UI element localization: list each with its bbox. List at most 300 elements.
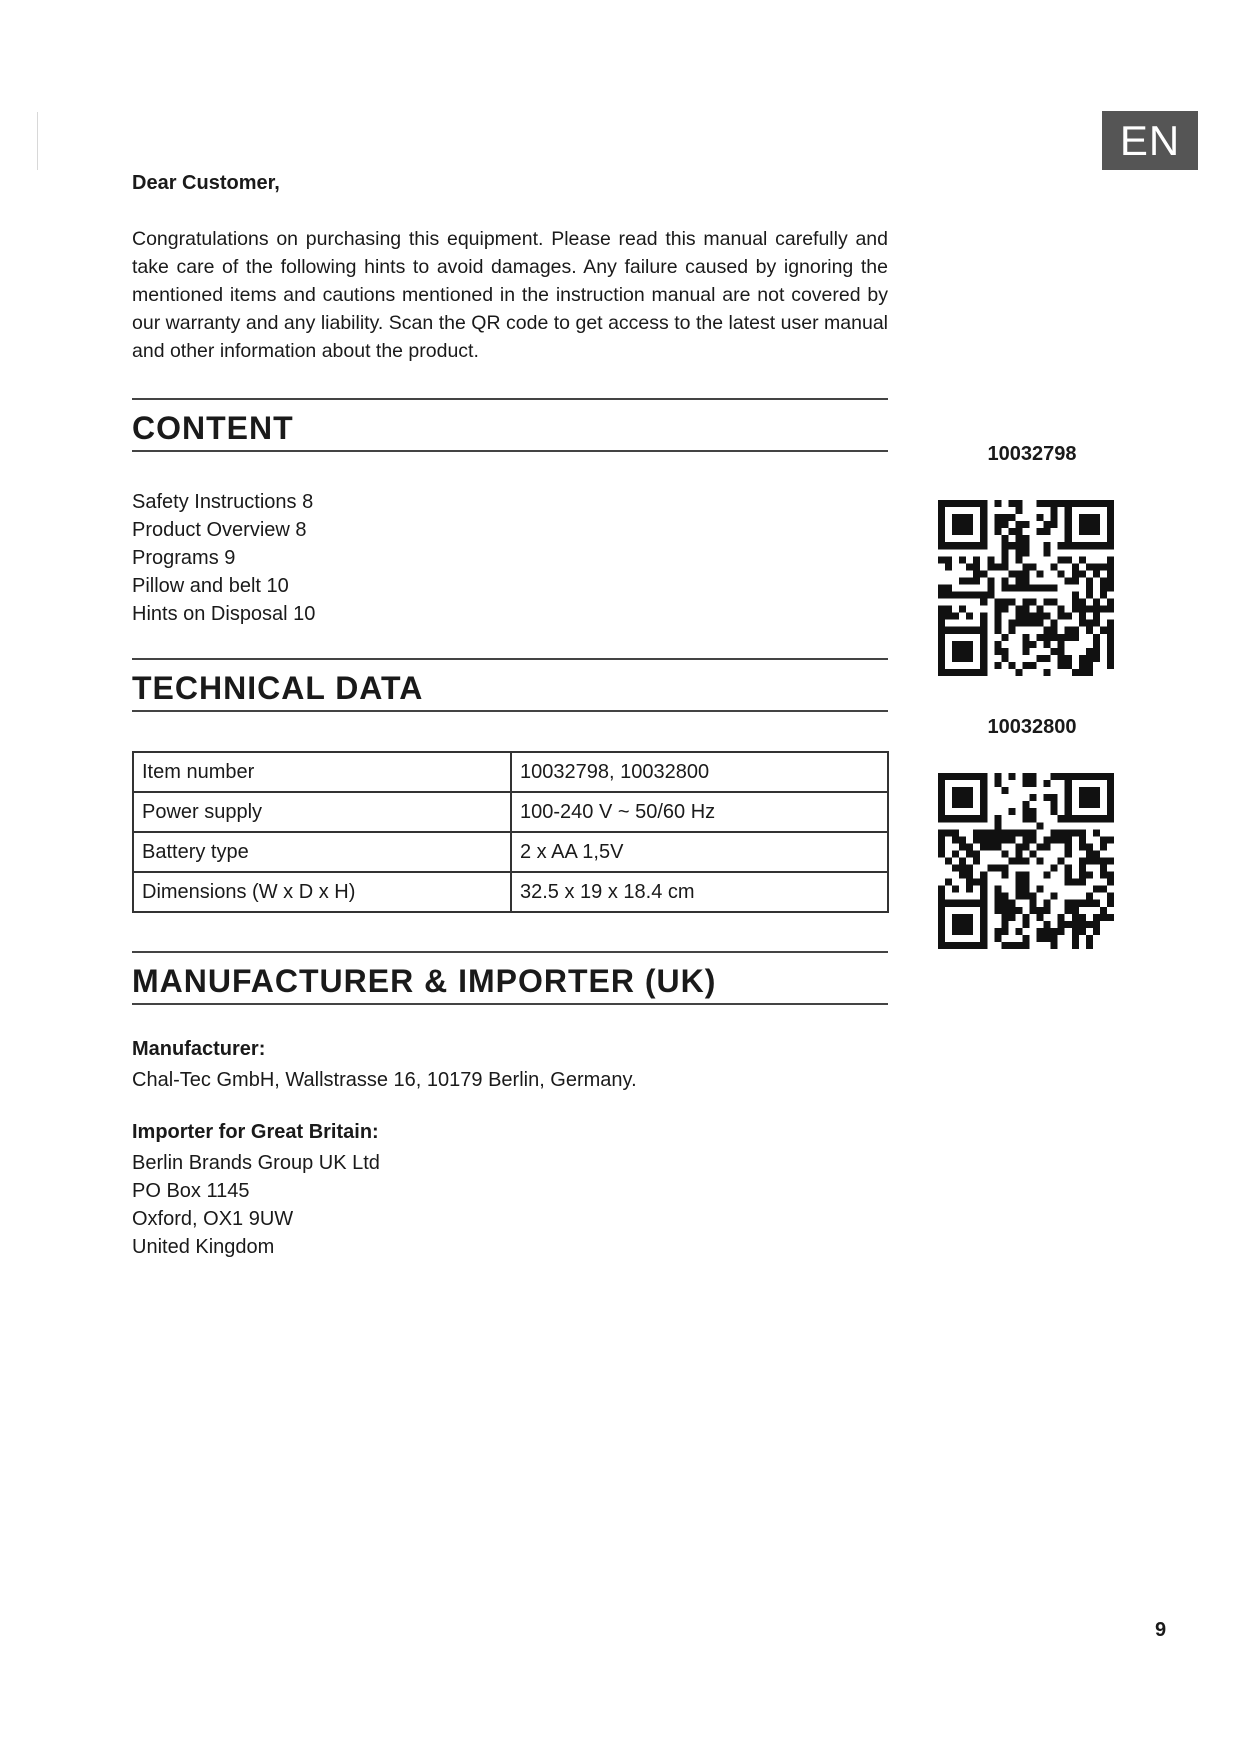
qr-module	[1008, 836, 1015, 843]
qr-module	[1051, 521, 1058, 528]
qr-module	[1093, 801, 1100, 808]
qr-module	[1107, 900, 1114, 907]
qr-module	[1086, 872, 1093, 879]
qr-module	[1008, 808, 1015, 815]
qr-module	[1037, 528, 1044, 535]
qr-module	[1072, 563, 1079, 570]
qr-module	[959, 801, 966, 808]
qr-module	[1044, 521, 1051, 528]
qr-module	[973, 857, 980, 864]
qr-module	[1022, 914, 1029, 921]
qr-module	[1015, 879, 1022, 886]
qr-module	[938, 592, 945, 599]
qr-module	[1072, 907, 1079, 914]
qr-module	[959, 528, 966, 535]
qr-module	[1072, 928, 1079, 935]
qr-module	[1015, 528, 1022, 535]
qr-module	[1058, 921, 1065, 928]
qr-module	[1001, 549, 1008, 556]
qr-module	[1037, 514, 1044, 521]
qr-module	[1086, 843, 1093, 850]
qr-module	[945, 584, 952, 591]
qr-module	[938, 780, 945, 787]
qr-module	[1015, 606, 1022, 613]
qr-module	[938, 893, 945, 900]
qr-module	[952, 900, 959, 907]
qr-module	[980, 829, 987, 836]
qr-module	[1044, 935, 1051, 942]
qr-module	[1037, 655, 1044, 662]
qr-module	[1037, 613, 1044, 620]
qr-module	[1079, 829, 1086, 836]
qr-module	[966, 627, 973, 634]
qr-module	[1030, 794, 1037, 801]
qr-module	[1086, 542, 1093, 549]
qr-module	[952, 542, 959, 549]
qr-module	[938, 928, 945, 935]
qr-module	[994, 500, 1001, 507]
qr-module	[938, 836, 945, 843]
qr-module	[994, 935, 1001, 942]
qr-module	[1079, 900, 1086, 907]
qr-module	[1051, 563, 1058, 570]
qr-module	[1051, 773, 1058, 780]
qr-module	[1086, 921, 1093, 928]
qr-module	[1001, 907, 1008, 914]
qr-module	[1065, 528, 1072, 535]
qr-module	[980, 794, 987, 801]
qr-module	[1015, 872, 1022, 879]
qr-module	[1058, 773, 1065, 780]
qr-module	[1093, 921, 1100, 928]
qr-module	[1086, 584, 1093, 591]
qr-module	[1065, 507, 1072, 514]
qr-module	[994, 886, 1001, 893]
qr-module	[945, 563, 952, 570]
qr-module	[945, 815, 952, 822]
qr-module	[1086, 521, 1093, 528]
qr-module	[1086, 935, 1093, 942]
qr-module	[1001, 655, 1008, 662]
qr-module	[980, 787, 987, 794]
table-row	[133, 872, 888, 912]
qr-module	[1030, 836, 1037, 843]
qr-module	[952, 942, 959, 949]
qr-module	[1065, 801, 1072, 808]
qr-module	[938, 843, 945, 850]
qr-module	[980, 507, 987, 514]
qr-module	[1072, 900, 1079, 907]
qr-module	[1107, 606, 1114, 613]
qr-module	[1107, 808, 1114, 815]
qr-module	[952, 928, 959, 935]
qr-module	[980, 514, 987, 521]
qr-module	[1072, 599, 1079, 606]
qr-module	[1065, 780, 1072, 787]
qr-module	[959, 794, 966, 801]
qr-module	[1001, 872, 1008, 879]
qr-module	[1022, 606, 1029, 613]
qr-module	[980, 662, 987, 669]
qr-module	[1001, 521, 1008, 528]
qr-module	[1093, 613, 1100, 620]
qr-module	[994, 865, 1001, 872]
qr-module	[959, 655, 966, 662]
qr-module	[1051, 865, 1058, 872]
qr-module	[1037, 584, 1044, 591]
qr-module	[1001, 914, 1008, 921]
qr-module	[980, 942, 987, 949]
qr-module	[1065, 815, 1072, 822]
qr-module	[1065, 865, 1072, 872]
qr-module	[1107, 528, 1114, 535]
qr-module	[1107, 872, 1114, 879]
language-badge: EN	[1102, 111, 1198, 170]
qr-module	[1058, 857, 1065, 864]
qr-module	[973, 815, 980, 822]
qr-module	[980, 648, 987, 655]
qr-module	[1015, 620, 1022, 627]
qr-module	[1044, 542, 1051, 549]
qr-module	[1100, 563, 1107, 570]
qr-module	[1044, 928, 1051, 935]
qr-module	[1100, 815, 1107, 822]
qr-module	[959, 669, 966, 676]
qr-module	[1044, 921, 1051, 928]
qr-module	[959, 773, 966, 780]
qr-module	[1015, 542, 1022, 549]
qr-module	[1022, 879, 1029, 886]
qr-module	[1051, 584, 1058, 591]
qr-module	[966, 942, 973, 949]
qr-module	[966, 843, 973, 850]
qr-module	[1022, 641, 1029, 648]
qr-module	[938, 620, 945, 627]
intro-paragraph: Congratulations on purchasing this equipment. Please read this manual carefully and take care of the following hints to avoid damages. Any failure caused by ignoring the mentioned items and cautions mentioned in the instruction manual are not covered by our warranty and any liability. Scan the QR code to get access to the latest user manual and other information about the product.	[132, 228, 888, 362]
qr-module	[1079, 914, 1086, 921]
qr-module	[938, 935, 945, 942]
qr-module	[1030, 662, 1037, 669]
qr-module	[980, 542, 987, 549]
qr-module	[1001, 921, 1008, 928]
qr-module	[966, 500, 973, 507]
qr-module	[980, 914, 987, 921]
qr-module	[1079, 599, 1086, 606]
qr-module	[1022, 535, 1029, 542]
qr-module	[973, 669, 980, 676]
qr-module	[1030, 641, 1037, 648]
qr-module	[959, 542, 966, 549]
qr-module	[1079, 528, 1086, 535]
qr-module	[1107, 577, 1114, 584]
qr-module	[994, 900, 1001, 907]
qr-module	[1093, 563, 1100, 570]
qr-module	[1008, 514, 1015, 521]
qr-module	[959, 500, 966, 507]
qr-module	[1001, 577, 1008, 584]
qr-module	[966, 521, 973, 528]
qr-module	[980, 921, 987, 928]
qr-module	[1093, 521, 1100, 528]
qr-module	[938, 942, 945, 949]
qr-module	[994, 514, 1001, 521]
qr-module	[1022, 872, 1029, 879]
qr-module	[973, 563, 980, 570]
qr-module	[1037, 570, 1044, 577]
qr-module	[1107, 627, 1114, 634]
qr-module	[959, 928, 966, 935]
qr-module	[952, 787, 959, 794]
qr-module	[1072, 935, 1079, 942]
greeting: Dear Customer,	[132, 172, 280, 194]
qr-module	[987, 563, 994, 570]
qr-module	[1058, 836, 1065, 843]
qr-module	[1065, 613, 1072, 620]
spec-label: Battery type	[133, 832, 511, 872]
qr-module	[1015, 521, 1022, 528]
qr-module	[1100, 773, 1107, 780]
qr-module	[1107, 570, 1114, 577]
qr-module	[994, 528, 1001, 535]
qr-module	[945, 627, 952, 634]
qr-module	[1030, 613, 1037, 620]
qr-module	[980, 627, 987, 634]
qr-module	[1093, 500, 1100, 507]
qr-module	[1058, 613, 1065, 620]
qr-module	[1079, 500, 1086, 507]
qr-module	[1107, 641, 1114, 648]
qr-module	[1001, 942, 1008, 949]
qr-module	[1022, 921, 1029, 928]
qr-module	[966, 794, 973, 801]
address-line: Oxford, OX1 9UW	[132, 1208, 294, 1230]
qr-module	[1107, 535, 1114, 542]
qr-module	[1022, 634, 1029, 641]
qr-module	[1072, 577, 1079, 584]
qr-module	[980, 935, 987, 942]
qr-module	[980, 641, 987, 648]
qr-module	[1093, 850, 1100, 857]
qr-module	[1044, 613, 1051, 620]
toc-item: Programs 9	[132, 547, 236, 569]
qr-module	[938, 521, 945, 528]
table-row	[133, 752, 888, 792]
qr-module	[1030, 850, 1037, 857]
qr-module	[1086, 815, 1093, 822]
qr-module	[1072, 669, 1079, 676]
qr-module	[1093, 914, 1100, 921]
spec-value: 32.5 x 19 x 18.4 cm	[511, 872, 888, 912]
qr-module	[1093, 829, 1100, 836]
qr-module	[1015, 893, 1022, 900]
qr-module	[1065, 836, 1072, 843]
qr-module	[1022, 599, 1029, 606]
qr-module	[938, 662, 945, 669]
qr-module	[1001, 606, 1008, 613]
qr-module	[1058, 655, 1065, 662]
qr-module	[1086, 648, 1093, 655]
qr-module	[1107, 773, 1114, 780]
qr-module	[994, 780, 1001, 787]
qr-module	[945, 829, 952, 836]
qr-module	[1037, 914, 1044, 921]
qr-module	[1093, 570, 1100, 577]
qr-module	[1100, 843, 1107, 850]
qr-module	[1086, 528, 1093, 535]
qr-module	[1001, 535, 1008, 542]
qr-module	[1015, 507, 1022, 514]
qr-module	[1015, 850, 1022, 857]
qr-module	[1079, 857, 1086, 864]
qr-module	[994, 773, 1001, 780]
qr-module	[1015, 556, 1022, 563]
qr-module	[1086, 592, 1093, 599]
qr-module	[952, 815, 959, 822]
qr-module	[1037, 634, 1044, 641]
qr-module	[938, 613, 945, 620]
qr-module	[980, 801, 987, 808]
qr-module	[1072, 634, 1079, 641]
qr-module	[994, 928, 1001, 935]
table-row	[133, 792, 888, 832]
qr-module	[980, 634, 987, 641]
qr-module	[952, 500, 959, 507]
qr-module	[1001, 836, 1008, 843]
qr-module	[1058, 606, 1065, 613]
qr-module	[1107, 857, 1114, 864]
qr-module	[1107, 521, 1114, 528]
qr-module	[959, 857, 966, 864]
qr-module	[1037, 935, 1044, 942]
qr-module	[966, 655, 973, 662]
qr-module	[994, 843, 1001, 850]
qr-module	[1001, 893, 1008, 900]
qr-module	[1044, 599, 1051, 606]
qr-module	[1065, 535, 1072, 542]
manufacturer-heading: MANUFACTURER & IMPORTER (UK)	[132, 963, 717, 999]
qr-module	[987, 556, 994, 563]
qr-module	[1079, 620, 1086, 627]
qr-module	[1008, 829, 1015, 836]
qr-module	[1079, 556, 1086, 563]
margin-marker	[37, 112, 38, 170]
qr-module	[1107, 879, 1114, 886]
qr-module	[959, 843, 966, 850]
qr-module	[1015, 570, 1022, 577]
qr-module	[973, 627, 980, 634]
qr-module	[1001, 648, 1008, 655]
qr-module	[1100, 865, 1107, 872]
qr-module	[1093, 655, 1100, 662]
address-line: PO Box 1145	[132, 1180, 250, 1202]
qr-module	[938, 514, 945, 521]
qr-module	[1100, 500, 1107, 507]
qr-module	[1037, 620, 1044, 627]
qr-module	[1079, 794, 1086, 801]
qr-module	[945, 942, 952, 949]
qr-module	[1051, 620, 1058, 627]
qr-module	[1044, 584, 1051, 591]
qr-module	[1072, 627, 1079, 634]
qr-module	[973, 773, 980, 780]
qr-module	[966, 815, 973, 822]
qr-module	[980, 780, 987, 787]
qr-module	[1072, 815, 1079, 822]
qr-module	[1065, 521, 1072, 528]
qr-module	[1079, 921, 1086, 928]
spec-label: Dimensions (W x D x H)	[133, 872, 511, 912]
qr-module	[966, 850, 973, 857]
qr-module	[1008, 662, 1015, 669]
qr-module	[1107, 514, 1114, 521]
qr-module	[1022, 584, 1029, 591]
toc-item: Safety Instructions 8	[132, 491, 314, 513]
qr-module	[1079, 542, 1086, 549]
qr-module	[1022, 829, 1029, 836]
qr-module	[1022, 549, 1029, 556]
qr-module	[1100, 542, 1107, 549]
qr-module	[1079, 773, 1086, 780]
qr-module	[973, 570, 980, 577]
qr-module	[966, 563, 973, 570]
qr-module	[1001, 829, 1008, 836]
qr-module	[1044, 641, 1051, 648]
qr-module	[959, 942, 966, 949]
qr-module	[966, 613, 973, 620]
qr-module	[952, 850, 959, 857]
qr-module	[959, 577, 966, 584]
qr-module	[1008, 773, 1015, 780]
qr-module	[1065, 662, 1072, 669]
qr-module	[938, 886, 945, 893]
qr-module	[1058, 928, 1065, 935]
qr-module	[945, 592, 952, 599]
qr-module	[938, 794, 945, 801]
qr-module	[1086, 893, 1093, 900]
qr-module	[1065, 787, 1072, 794]
qr-module	[1051, 928, 1058, 935]
qr-module	[952, 773, 959, 780]
qr-module	[1008, 500, 1015, 507]
qr-module	[938, 787, 945, 794]
qr-module	[959, 627, 966, 634]
importer-label: Importer for Great Britain:	[132, 1121, 379, 1143]
qr-label: 10032800	[987, 716, 1077, 738]
qr-module	[959, 641, 966, 648]
qr-module	[1037, 857, 1044, 864]
qr-module	[1079, 606, 1086, 613]
qr-module	[938, 815, 945, 822]
qr-module	[1058, 648, 1065, 655]
qr-module	[1051, 794, 1058, 801]
qr-module	[973, 542, 980, 549]
qr-module	[959, 521, 966, 528]
qr-module	[938, 641, 945, 648]
section-rule-bottom	[132, 1003, 888, 1005]
qr-module	[973, 577, 980, 584]
qr-module	[1051, 893, 1058, 900]
qr-module	[980, 808, 987, 815]
qr-module	[1001, 850, 1008, 857]
qr-module	[1107, 815, 1114, 822]
qr-module	[1086, 627, 1093, 634]
content-heading: CONTENT	[132, 410, 294, 446]
qr-module	[1107, 556, 1114, 563]
qr-module	[966, 921, 973, 928]
qr-module	[1107, 780, 1114, 787]
qr-module	[938, 606, 945, 613]
qr-module	[1022, 801, 1029, 808]
